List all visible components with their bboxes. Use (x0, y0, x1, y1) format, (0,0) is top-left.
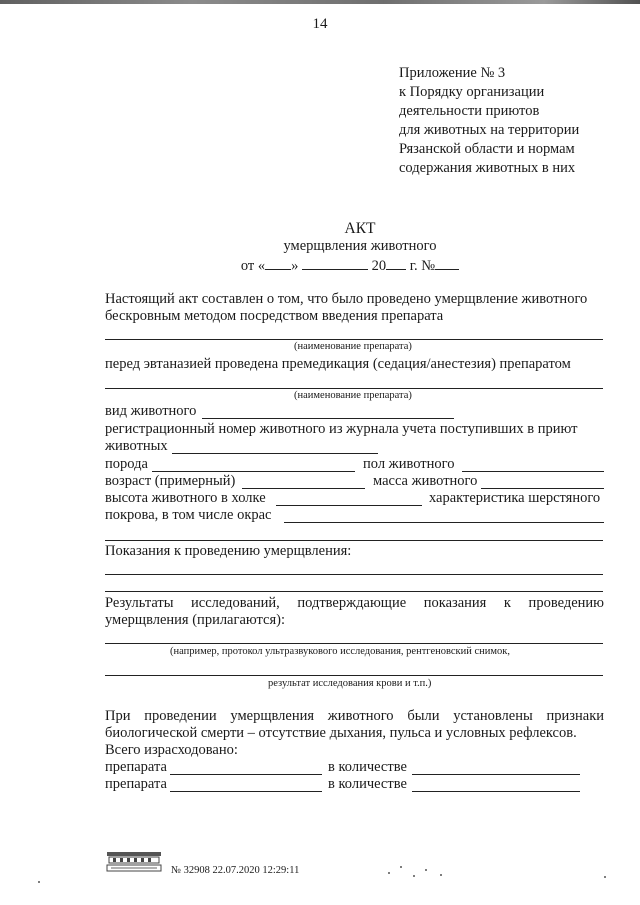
coat-field-extra[interactable] (105, 540, 603, 541)
results-field-2[interactable] (105, 675, 603, 676)
act-number-field[interactable] (435, 257, 459, 270)
appendix-line: деятельности приютов (399, 103, 540, 119)
intro-line1: Настоящий акт составлен о том, что было проведено умерщвление животного (105, 291, 588, 307)
scan-speck (413, 875, 415, 877)
act-dateline (0, 257, 640, 275)
coat-label: характеристика шерстяного (429, 490, 601, 506)
drug-field-2[interactable] (105, 388, 603, 389)
date-from: от « (240, 258, 266, 274)
height-label: высота животного в холке (105, 490, 266, 506)
year-field[interactable] (386, 257, 406, 270)
registry-stamp-icon (105, 851, 163, 873)
sex-label: пол животного (363, 456, 455, 472)
death-line2: биологической смерти – отсутствие дыхания, пульса и условных рефлексов. (105, 725, 577, 741)
height-field[interactable] (276, 505, 422, 506)
intro-line2: бескровным методом посредством введения препарата (105, 308, 444, 324)
indications-field-2[interactable] (105, 591, 603, 592)
appendix-line: к Порядку организации (399, 84, 545, 100)
scan-speck (38, 881, 40, 883)
appendix-block (399, 64, 579, 178)
weight-field[interactable] (481, 488, 604, 489)
qty-label-1: в количестве (328, 759, 407, 775)
reg-line1: регистрационный номер животного из журнала учета поступивших в приют (105, 421, 578, 437)
species-field[interactable] (202, 418, 454, 419)
results-line2: умерщвления (прилагаются): (105, 612, 285, 628)
results-field-1[interactable] (105, 643, 603, 644)
death-line1: При проведении умерщвления животного были установлены признаки (105, 708, 604, 724)
date-quote: » (291, 258, 299, 274)
page-number: 14 (312, 16, 328, 32)
spent-label: Всего израсходовано: (105, 742, 238, 758)
qty-field-2[interactable] (412, 791, 580, 792)
date-number: г. № (409, 258, 436, 274)
date-year: 20 (371, 258, 387, 274)
scan-edge (0, 0, 640, 4)
scan-speck (388, 872, 390, 874)
appendix-line: Рязанской области и нормам (399, 141, 575, 157)
coat-line2: покрова, в том числе окрас (105, 507, 272, 523)
caption-drug-2: (наименование препарата) (294, 390, 412, 401)
appendix-line: Приложение № 3 (399, 65, 506, 81)
registration-stamp: № 32908 22.07.2020 12:29:11 (171, 865, 300, 876)
coat-field[interactable] (284, 522, 604, 523)
reg-line2: животных (105, 438, 168, 454)
results-caption2: результат исследования крови и т.п.) (268, 678, 432, 689)
act-title: АКТ (344, 220, 376, 237)
age-label: возраст (примерный) (105, 473, 236, 489)
caption-drug-1: (наименование препарата) (294, 341, 412, 352)
appendix-line: для животных на территории (399, 122, 580, 138)
day-field[interactable] (265, 257, 291, 270)
scan-speck (425, 869, 427, 871)
drug-label-1: препарата (105, 759, 167, 775)
results-caption1: (например, протокол ультразвукового исследования, рентгеновский снимок, (170, 646, 511, 657)
drug-label-2: препарата (105, 776, 167, 792)
drug-field-1[interactable] (105, 339, 603, 340)
weight-label: масса животного (373, 473, 478, 489)
species-label: вид животного (105, 403, 197, 419)
drug-name-field-2[interactable] (170, 791, 322, 792)
act-subtitle: умерщвления животного (283, 238, 437, 254)
premed-line: перед эвтаназией проведена премедикация (седация/анестезия) препаратом (105, 356, 571, 372)
breed-field[interactable] (152, 471, 355, 472)
results-line1: Результаты исследований, подтверждающие показания к проведению (105, 595, 604, 611)
qty-label-2: в количестве (328, 776, 407, 792)
indications-label: Показания к проведению умерщвления: (105, 543, 352, 559)
scan-speck (604, 876, 606, 878)
reg-number-field[interactable] (172, 453, 378, 454)
scan-speck (400, 866, 402, 868)
age-field[interactable] (242, 488, 365, 489)
qty-field-1[interactable] (412, 774, 580, 775)
month-field[interactable] (302, 257, 368, 270)
indications-field-1[interactable] (105, 574, 603, 575)
scan-speck (440, 874, 442, 876)
breed-label: порода (105, 456, 148, 472)
drug-name-field-1[interactable] (170, 774, 322, 775)
sex-field[interactable] (462, 471, 604, 472)
appendix-line: содержания животных в них (399, 160, 576, 176)
